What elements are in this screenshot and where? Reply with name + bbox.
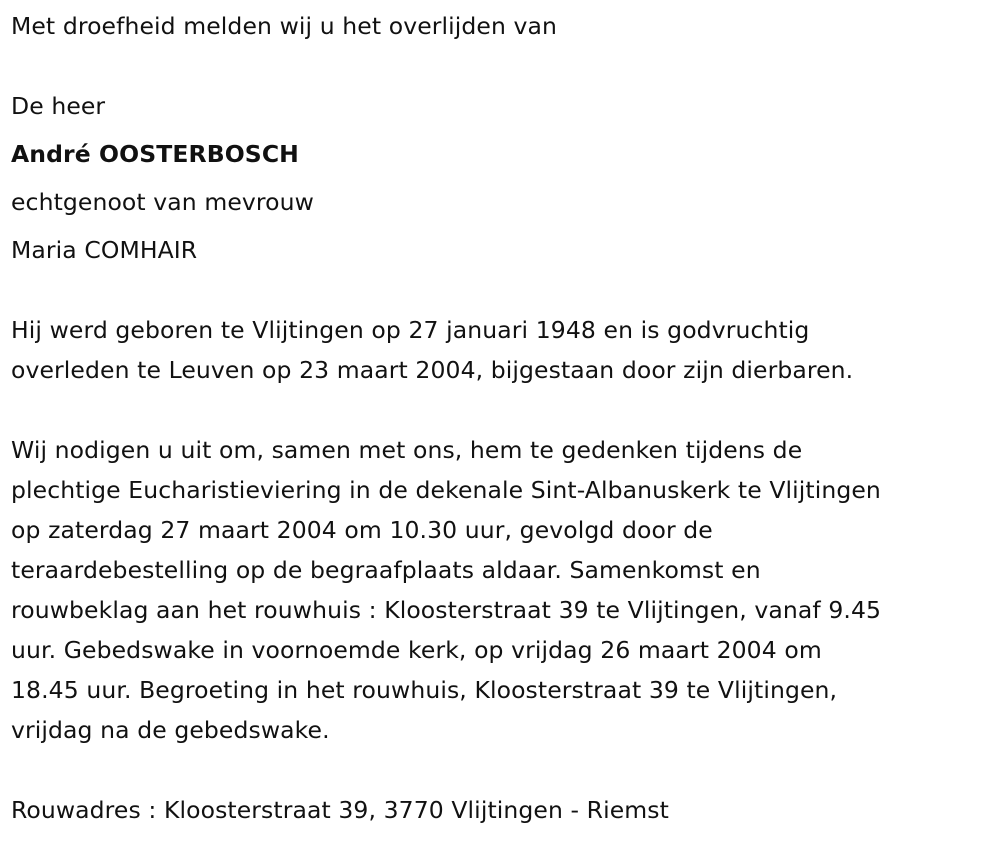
spouse-relation: echtgenoot van mevrouw (11, 188, 314, 216)
paragraph-line: teraardebestelling op de begraafplaats aldaar. Samenkomst en (11, 556, 761, 584)
birth-death-paragraph (11, 310, 996, 390)
mourning-address: Rouwadres : Kloosterstraat 39, 3770 Vlijtingen - Riemst (11, 796, 669, 824)
salutation: De heer (11, 92, 106, 120)
paragraph-line: rouwbeklag aan het rouwhuis : Kloosterstraat 39 te Vlijtingen, vanaf 9.45 (11, 596, 882, 624)
invitation-paragraph (11, 430, 996, 750)
paragraph-line: uur. Gebedswake in voornoemde kerk, op vrijdag 26 maart 2004 om (11, 636, 822, 664)
death-notice (11, 6, 996, 830)
deceased-name: André OOSTERBOSCH (11, 140, 299, 168)
paragraph-line: op zaterdag 27 maart 2004 om 10.30 uur, gevolgd door de (11, 516, 713, 544)
paragraph-line: Hij werd geboren te Vlijtingen op 27 januari 1948 en is godvruchtig (11, 316, 810, 344)
paragraph-line: plechtige Eucharistieviering in de dekenale Sint-Albanuskerk te Vlijtingen (11, 476, 881, 504)
paragraph-line: vrijdag na de gebedswake. (11, 716, 330, 744)
intro-text: Met droefheid melden wij u het overlijden van (11, 12, 558, 40)
spouse-name: Maria COMHAIR (11, 236, 198, 264)
paragraph-line: overleden te Leuven op 23 maart 2004, bijgestaan door zijn dierbaren. (11, 356, 854, 384)
address-paragraph (11, 790, 996, 830)
paragraph-line: 18.45 uur. Begroeting in het rouwhuis, Kloosterstraat 39 te Vlijtingen, (11, 676, 838, 704)
paragraph-line: Wij nodigen u uit om, samen met ons, hem te gedenken tijdens de (11, 436, 803, 464)
